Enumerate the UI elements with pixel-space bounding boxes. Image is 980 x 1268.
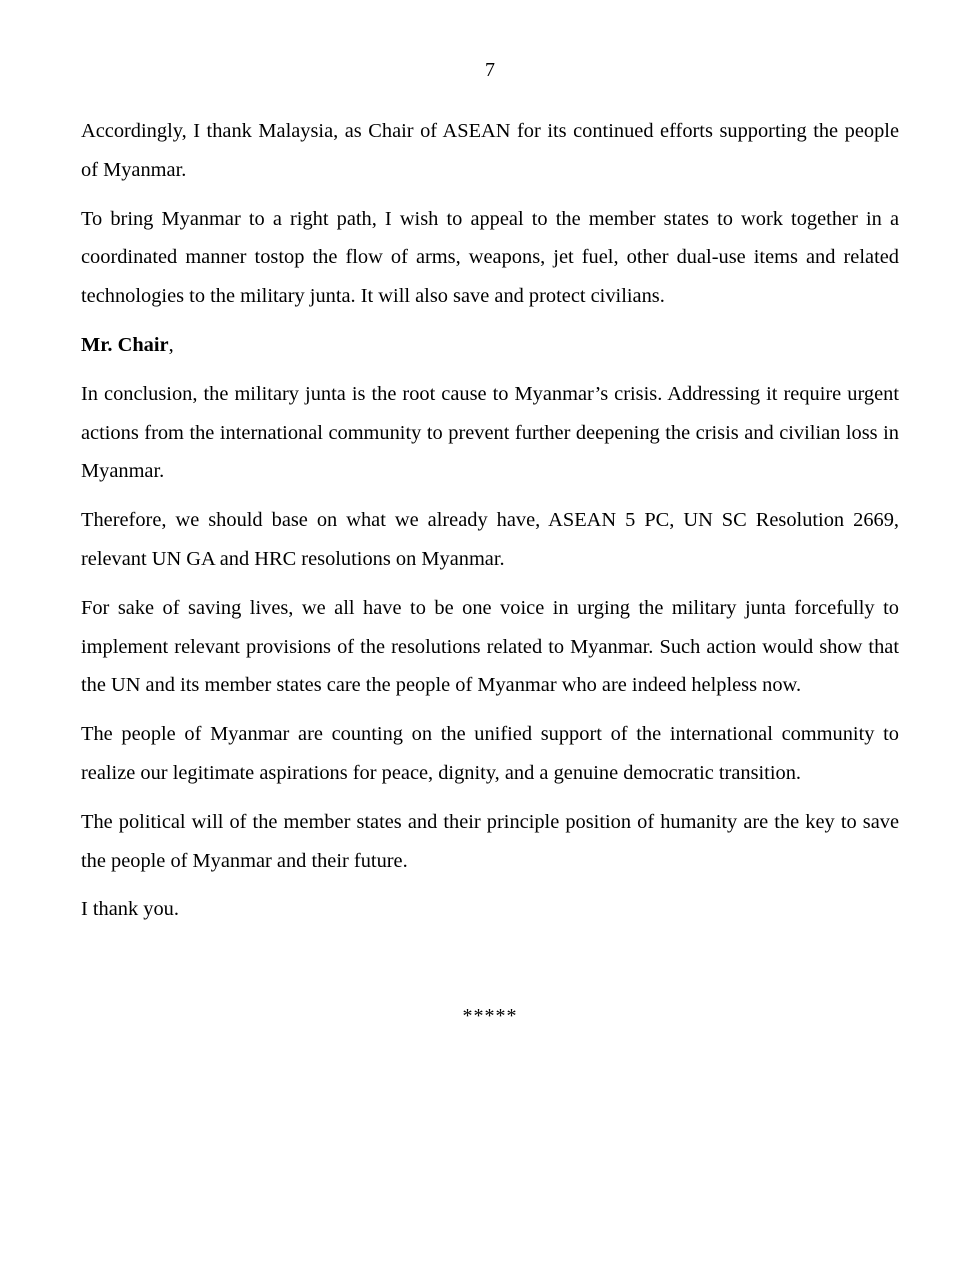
salutation-punctuation: , xyxy=(168,333,174,356)
paragraph-people-counting: The people of Myanmar are counting on the unified support of the international community to realize our legitimate aspirations for peace, dignity, and a genuine democratic transition. xyxy=(81,723,899,784)
paragraph-resolutions: Therefore, we should base on what we already have, ASEAN 5 PC, UN SC Resolution 2669, relevant UN GA and HRC resolutions on Myanmar. xyxy=(81,509,899,570)
paragraph-political-will: The political will of the member states and their principle position of humanity are the key to save the people of Myanmar and their future. xyxy=(81,810,899,872)
paragraph-appeal-member-states: To bring Myanmar to a right path, I wish to appeal to the member states to work together in a coordinated manner tostop the flow of arms, weapons, jet fuel, other dual-use items and related technologies to the military junta. It will also save and protect civilians. xyxy=(81,207,899,308)
page-number: 7 xyxy=(485,59,495,81)
end-of-document-mark: ***** xyxy=(462,1005,518,1027)
paragraph-saving-lives: For sake of saving lives, we all have to be one voice in urging the military junta forcefully to implement relevant provisions of the resolutions related to Myanmar. Such action would show that the UN and its member states care the people of Myanmar who are indeed helpless now. xyxy=(81,596,899,697)
speech-body xyxy=(81,112,899,939)
paragraph-conclusion: In conclusion, the military junta is the root cause to Myanmar’s crisis. Addressing it require urgent actions from the international community to prevent further deepening the crisis and civilian loss in Myanmar. xyxy=(81,382,899,483)
salutation xyxy=(81,326,899,365)
paragraph-thanks-malaysia: Accordingly, I thank Malaysia, as Chair of ASEAN for its continued efforts supporting the people of Myanmar. xyxy=(81,120,899,181)
salutation-name: Mr. Chair xyxy=(81,333,169,356)
closing-line: I thank you. xyxy=(81,898,179,921)
